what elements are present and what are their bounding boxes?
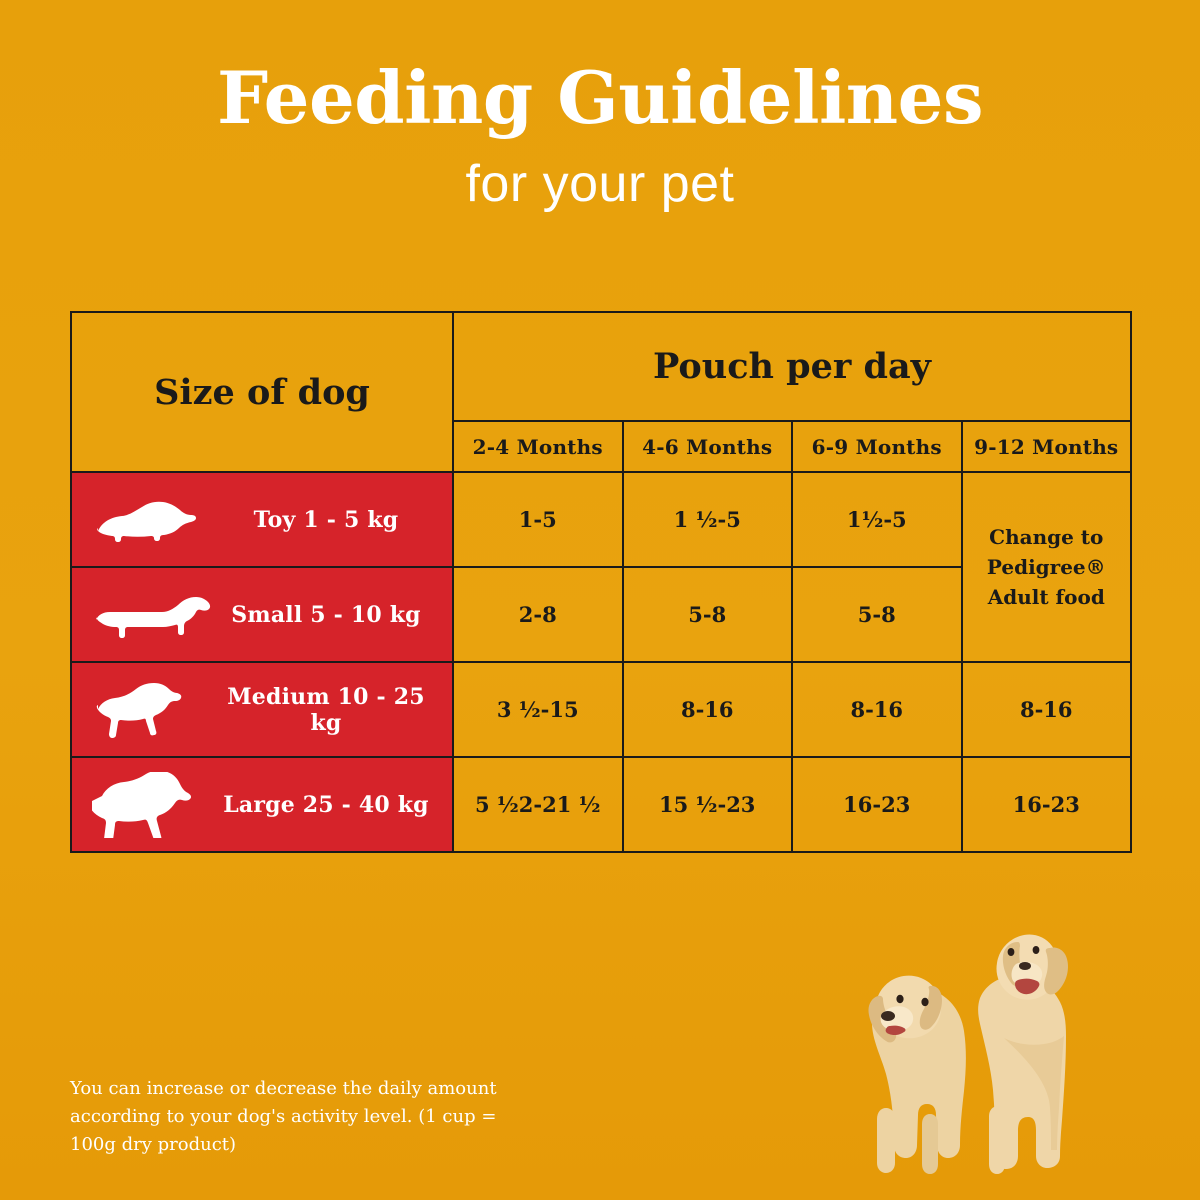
row-label-text: Medium 10 - 25 kg [227, 683, 425, 736]
row-label-text: Large 25 - 40 kg [223, 791, 429, 818]
page-title: Feeding Guidelines [217, 55, 983, 140]
cell-medium-2-4: 3 ½-15 [453, 662, 623, 757]
change-note-line-2: Pedigree® [986, 555, 1106, 579]
row-label-small [71, 567, 453, 662]
cell-medium-9-12: 8-16 [962, 662, 1132, 757]
dog-large-icon [86, 772, 218, 838]
header-age-2-4: 2-4 Months [453, 421, 623, 472]
cell-toy-6-9: 1½-5 [792, 472, 962, 567]
dog-small-icon [86, 590, 218, 640]
table-header-row-group [71, 312, 1131, 421]
table-row [71, 472, 1131, 567]
header-age-6-9: 6-9 Months [792, 421, 962, 472]
cell-toy-2-4: 1-5 [453, 472, 623, 567]
cell-small-2-4: 2-8 [453, 567, 623, 662]
page-subtitle: for your pet [465, 155, 735, 213]
cell-small-4-6: 5-8 [623, 567, 793, 662]
change-note-line-1: Change to [989, 525, 1104, 549]
cell-large-2-4: 5 ½2-21 ½ [453, 757, 623, 852]
row-label-medium [71, 662, 453, 757]
row-label-large [71, 757, 453, 852]
header-pouch-per-day: Pouch per day [453, 312, 1131, 421]
change-note-line-3: Adult food [987, 585, 1105, 609]
header [0, 0, 1200, 213]
table-row [71, 757, 1131, 852]
header-age-9-12: 9-12 Months [962, 421, 1132, 472]
feeding-table [70, 311, 1132, 853]
row-label-text: Toy 1 - 5 kg [253, 506, 399, 533]
cell-change-to-adult-food [962, 472, 1132, 662]
cell-large-6-9: 16-23 [792, 757, 962, 852]
cell-large-4-6: 15 ½-23 [623, 757, 793, 852]
footnote-text: You can increase or decrease the daily amount according to your dog's activity level. (1 cup = 100g dry product) [70, 1078, 497, 1155]
table-row [71, 662, 1131, 757]
header-age-4-6: 4-6 Months [623, 421, 793, 472]
cell-medium-6-9: 8-16 [792, 662, 962, 757]
cell-large-9-12: 16-23 [962, 757, 1132, 852]
puppies-photo [812, 870, 1142, 1200]
cell-small-6-9: 5-8 [792, 567, 962, 662]
feeding-table-container [70, 311, 1130, 853]
header-size-of-dog: Size of dog [71, 312, 453, 472]
cell-medium-4-6: 8-16 [623, 662, 793, 757]
row-label-toy [71, 472, 453, 567]
cell-toy-4-6: 1 ½-5 [623, 472, 793, 567]
dog-toy-icon [86, 495, 218, 545]
row-label-text: Small 5 - 10 kg [231, 601, 421, 628]
dog-medium-icon [86, 681, 218, 739]
